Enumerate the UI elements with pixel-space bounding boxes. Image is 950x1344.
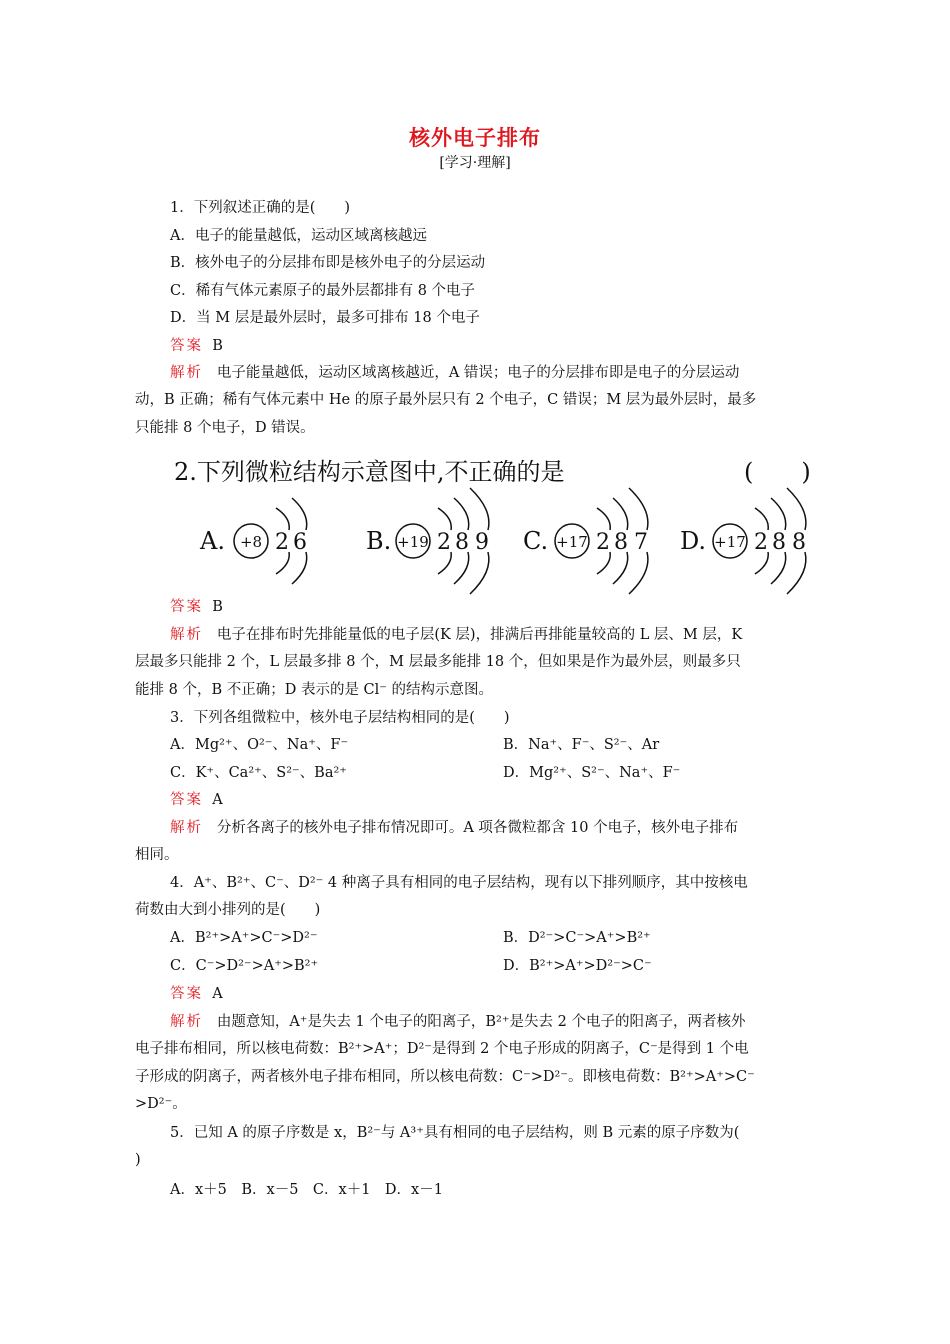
diagram-c-shell-2: 8 xyxy=(614,530,628,555)
q4-option-a: A．B²⁺>A⁺>C⁻>D²⁻ xyxy=(170,930,318,946)
diagram-a-shell-2: 6 xyxy=(293,530,307,555)
q2-answer xyxy=(170,597,223,617)
q3-answer-value: A xyxy=(212,792,223,808)
q1-analysis-line-2: 动，B 正确；稀有气体元素中 He 的原子最外层只有 2 个电子，C 错误；M 层为最外层时，最多 xyxy=(135,392,757,408)
analysis-label: 解析 xyxy=(170,627,203,643)
q5-options: A．x＋5 B．x－5 C．x＋1 D．x－1 xyxy=(170,1182,443,1198)
q4-stem-line-2: 荷数由大到小排列的是( ) xyxy=(135,902,321,918)
q4-option-b: B．D²⁻>C⁻>A⁺>B²⁺ xyxy=(503,930,651,946)
diagram-a-shell-1: 2 xyxy=(275,530,289,555)
diagram-c-shell-3: 7 xyxy=(634,530,648,555)
answer-label: 答案 xyxy=(170,338,203,354)
q1-answer xyxy=(170,336,223,356)
q4-answer xyxy=(170,984,223,1004)
q1-analysis-line-3: 只能排 8 个电子，D 错误。 xyxy=(135,420,315,436)
q4-analysis-line-4: >D²⁻。 xyxy=(135,1096,187,1112)
diagram-d-nucleus: +17 xyxy=(714,533,746,551)
q5-stem-line-1: 5．已知 A 的原子序数是 x，B²⁻与 A³⁺具有相同的电子层结构，则 B 元素的原子序数为( xyxy=(170,1125,740,1141)
answer-label: 答案 xyxy=(170,792,203,808)
q3-analysis-line-1: 解析 分析各离子的核外电子排布情况即可。A 项各微粒都含 10 个电子，核外电子排布 xyxy=(170,820,739,836)
q4-analysis-line-3: 子形成的阴离子，两者核外电子排布相同，所以核电荷数：C⁻>D²⁻。即核电荷数：B²⁺>A⁺>C⁻ xyxy=(135,1069,755,1085)
q4-option-c: C．C⁻>D²⁻>A⁺>B²⁺ xyxy=(170,958,319,974)
q3-analysis-line-2: 相同。 xyxy=(135,847,179,863)
q1-option-a: A．电子的能量越低，运动区域离核越远 xyxy=(170,228,427,244)
diagram-b-letter: B. xyxy=(366,527,392,555)
q3-answer xyxy=(170,790,223,810)
page-title: 核外电子排布 xyxy=(409,126,541,150)
q2-stem: 2.下列微粒结构示意图中,不正确的是 xyxy=(174,458,565,486)
analysis-label: 解析 xyxy=(170,365,203,381)
answer-label: 答案 xyxy=(170,599,203,615)
q2-answer-paren: ( ) xyxy=(744,458,811,486)
analysis-label: 解析 xyxy=(170,820,203,836)
q2-answer-value: B xyxy=(212,599,223,615)
q3-option-c: C．K⁺、Ca²⁺、S²⁻、Ba²⁺ xyxy=(170,765,347,781)
q4-answer-value: A xyxy=(212,986,223,1002)
q1-analysis-line-1: 解析 电子能量越低，运动区域离核越近，A 错误；电子的分层排布即是电子的分层运动 xyxy=(170,365,740,381)
q1-option-c: C．稀有气体元素原子的最外层都排有 8 个电子 xyxy=(170,283,476,299)
analysis-label: 解析 xyxy=(170,1014,203,1030)
diagram-d-shell-2: 8 xyxy=(772,530,786,555)
diagram-b-nucleus: +19 xyxy=(397,533,429,551)
q4-analysis-line-2: 电子排布相同，所以核电荷数：B²⁺>A⁺；D²⁻是得到 2 个电子形成的阴离子，C⁻是得到 1 个电 xyxy=(135,1041,749,1057)
q1-option-d: D．当 M 层是最外层时，最多可排布 18 个电子 xyxy=(170,310,480,326)
diagram-c-nucleus: +17 xyxy=(556,533,588,551)
q4-option-d: D．B²⁺>A⁺>D²⁻>C⁻ xyxy=(503,958,652,974)
diagram-b-shell-3: 9 xyxy=(475,530,489,555)
page-subtitle: [学习·理解] xyxy=(439,155,511,171)
q2-analysis-line-2: 层最多只能排 2 个，L 层最多排 8 个，M 层最多能排 18 个，但如果是作为最外层，则最多只 xyxy=(135,654,741,670)
diagram-b-shell-2: 8 xyxy=(455,530,469,555)
q5-stem-line-2: ) xyxy=(135,1152,141,1168)
q3-option-a: A．Mg²⁺、O²⁻、Na⁺、F⁻ xyxy=(170,737,349,753)
q4-analysis-line-1: 解析 由题意知，A⁺是失去 1 个电子的阳离子，B²⁺是失去 2 个电子的阳离子，两者核外 xyxy=(170,1014,746,1030)
atomic-structure-diagrams xyxy=(0,486,950,596)
q2-analysis-line-3: 能排 8 个，B 不正确；D 表示的是 Cl⁻ 的结构示意图。 xyxy=(135,682,494,698)
diagram-a-letter: A. xyxy=(200,527,225,555)
q3-option-d: D．Mg²⁺、S²⁻、Na⁺、F⁻ xyxy=(503,765,681,781)
q4-stem-line-1: 4．A⁺、B²⁺、C⁻、D²⁻ 4 种离子具有相同的电子层结构，现有以下排列顺序，其中按核电 xyxy=(170,875,748,891)
diagram-d-shell-1: 2 xyxy=(754,530,768,555)
q3-stem: 3．下列各组微粒中，核外电子层结构相同的是( ) xyxy=(170,710,510,726)
diagram-d-letter: D. xyxy=(680,527,707,555)
diagram-c-shell-1: 2 xyxy=(596,530,610,555)
q1-option-b: B．核外电子的分层排布即是核外电子的分层运动 xyxy=(170,255,486,271)
q3-option-b: B．Na⁺、F⁻、S²⁻、Ar xyxy=(503,737,660,753)
q2-analysis-line-1: 解析 电子在排布时先排能量低的电子层(K 层)，排满后再排能量较高的 L 层、M 层，K xyxy=(170,627,743,643)
diagram-b-shell-1: 2 xyxy=(437,530,451,555)
diagram-d-shell-3: 8 xyxy=(792,530,806,555)
answer-label: 答案 xyxy=(170,986,203,1002)
q1-answer-value: B xyxy=(212,338,223,354)
diagram-a-nucleus: +8 xyxy=(239,533,263,551)
q1-stem: 1．下列叙述正确的是( ) xyxy=(170,200,351,216)
diagram-c-letter: C. xyxy=(523,527,549,555)
